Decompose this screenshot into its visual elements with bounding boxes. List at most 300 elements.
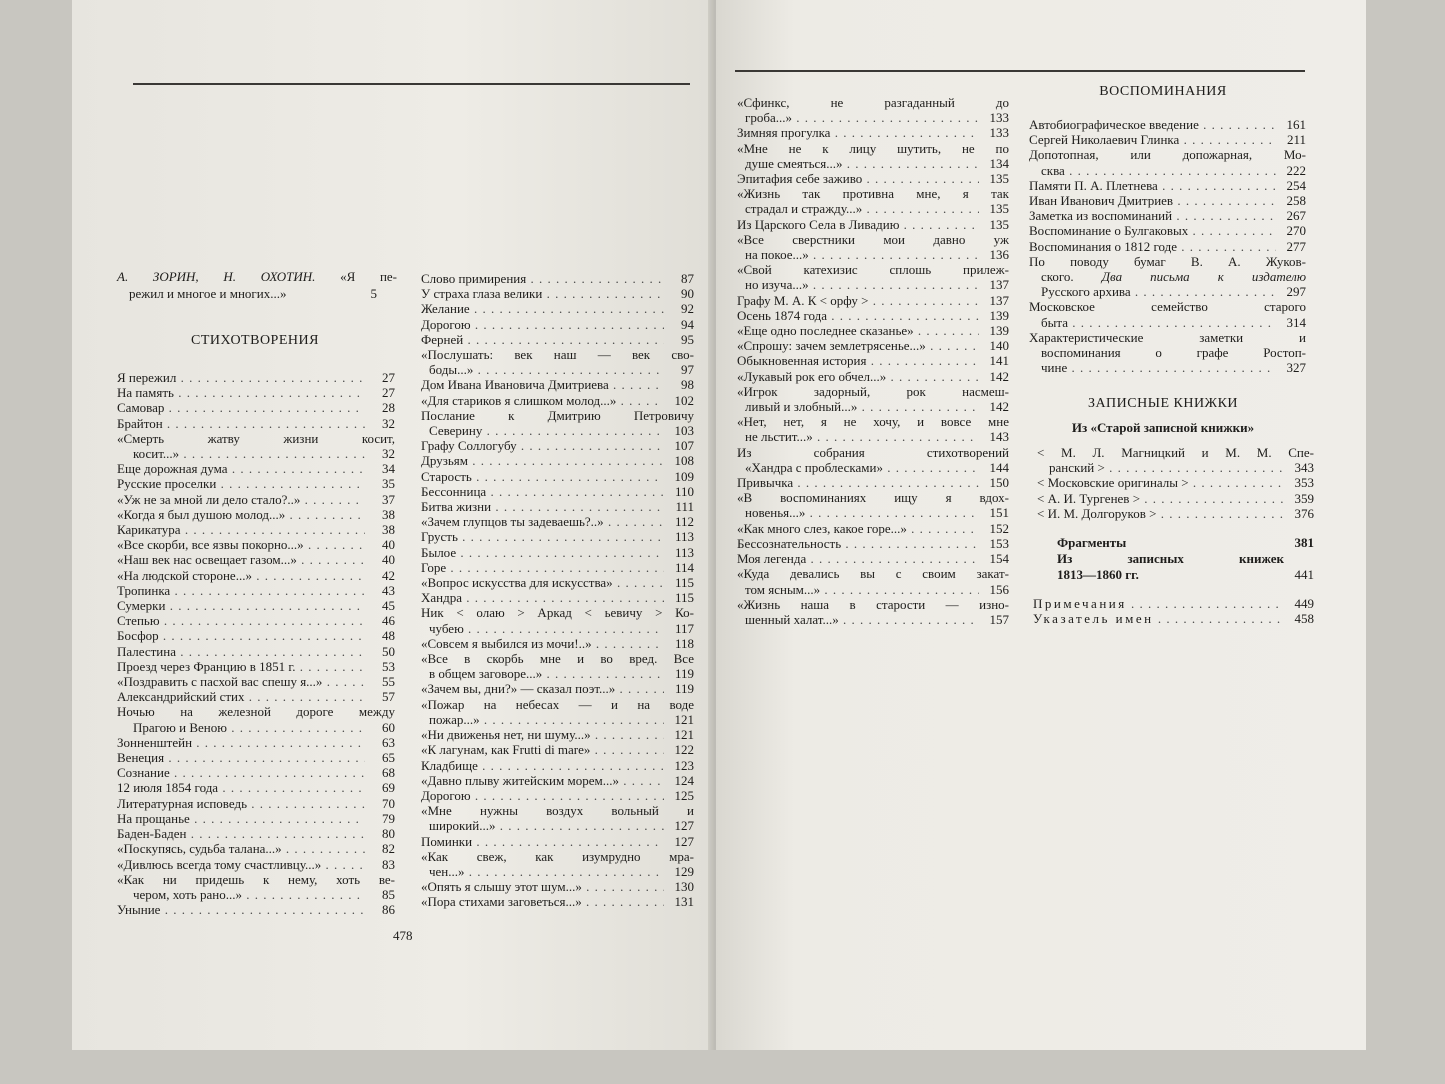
- toc-entry-page: 122: [674, 742, 694, 758]
- toc-entry-title: шенный халат...» . . .: [745, 612, 979, 627]
- toc-entry-title: Степью . . .: [117, 613, 365, 628]
- toc-entry-page: 156: [989, 581, 1009, 597]
- toc-entry-title: Литературная исповедь . . .: [117, 796, 365, 811]
- toc-entry-title: «Поздравить с пасхой вас спешу я...» . . .: [117, 674, 365, 689]
- toc-entry: [117, 796, 395, 811]
- toc-entry: [421, 758, 694, 773]
- toc-entry-title: Воспоминания о 1812 годе . . .: [1029, 239, 1276, 254]
- subsection-old-notebook: Из «Старой записной книжки»: [1071, 420, 1255, 435]
- right-header-rule: [735, 70, 1305, 72]
- toc-entry-title: «Все сверстники мои давно уж: [737, 231, 1009, 247]
- from-notebooks-l2: 1813—1860 гг.: [1057, 567, 1139, 582]
- toc-entry-title: «К лагунам, как Frutti di mare» . . .: [421, 742, 664, 757]
- toc-entry-page: 85: [382, 886, 395, 902]
- toc-entry-page: 48: [382, 628, 395, 644]
- toc-entry-title: Битва жизни . . .: [421, 499, 664, 514]
- toc-entry: [117, 826, 395, 841]
- toc-entry-title: Баден-Баден . . .: [117, 826, 365, 841]
- toc-entry-title: «Еще одно последнее сказанье» . . .: [737, 323, 979, 338]
- toc-entry: [737, 551, 1009, 566]
- toc-entry: [421, 697, 694, 727]
- toc-entry-title: Русские проселки . . .: [117, 476, 365, 491]
- toc-entry-title: Карикатура . . .: [117, 522, 365, 537]
- toc-entry-title: Самовар . . .: [117, 400, 365, 415]
- toc-entry: [1037, 475, 1314, 490]
- toc-entry-page: 79: [382, 810, 395, 826]
- toc-entry-title: но изуча...» . . .: [745, 277, 979, 292]
- toc-entry-title: «Все скорби, все язвы покорно...» . . .: [117, 537, 365, 552]
- toc-entry-title: боды...» . . .: [429, 362, 664, 377]
- section-notebooks-title: ЗАПИСНЫЕ КНИЖКИ: [1087, 396, 1239, 411]
- toc-entry: [117, 644, 395, 659]
- toc-entry: [117, 385, 395, 400]
- toc-entry: [1029, 299, 1306, 329]
- page-number: 478: [393, 928, 413, 943]
- toc-entry-page: 131: [674, 894, 694, 910]
- toc-entry-page: 108: [674, 453, 694, 469]
- toc-entry-title: На прощанье . . .: [117, 811, 365, 826]
- toc-entry-title: душе смеяться...» . . .: [745, 156, 979, 171]
- toc-entry-page: 144: [989, 459, 1009, 475]
- toc-entry-page: 114: [674, 559, 694, 575]
- toc-entry-page: 37: [382, 491, 395, 507]
- toc-entry: [117, 416, 395, 431]
- section-poems-title: СТИХОТВОРЕНИЯ: [191, 333, 319, 348]
- toc-entry: [421, 681, 694, 696]
- toc-entry-page: 98: [681, 377, 694, 393]
- toc-entry-page: 43: [382, 582, 395, 598]
- left-column-2: [421, 271, 694, 910]
- toc-entry-title: Сергей Николаевич Глинка . . .: [1029, 132, 1276, 147]
- toc-entry-title: том ясным...» . . .: [745, 582, 979, 597]
- toc-entry-title: Еще дорожная дума . . .: [117, 461, 365, 476]
- toc-entry-page: 142: [989, 368, 1009, 384]
- toc-entry: [1029, 147, 1306, 177]
- toc-entry-title: Иван Иванович Дмитриев . . .: [1029, 193, 1276, 208]
- toc-entry-title: не льстит...» . . .: [745, 429, 979, 444]
- toc-entry-page: 112: [674, 514, 694, 530]
- notes-page: 449: [1294, 596, 1314, 611]
- toc-entry-title: косит...» . . .: [133, 446, 365, 461]
- toc-entry-title: «Зачем вы, дни?» — сказал поэт...» . . .: [421, 681, 664, 696]
- toc-entry-page: 135: [989, 171, 1009, 187]
- toc-entry-page: 32: [382, 446, 395, 462]
- left-column-1: [117, 370, 395, 917]
- toc-entry-title: Поминки . . .: [421, 834, 664, 849]
- toc-entry-page: 113: [674, 544, 694, 560]
- right-column-1: [737, 95, 1009, 627]
- toc-entry-page: 154: [989, 551, 1009, 567]
- toc-entry-title: широкий...» . . .: [429, 818, 664, 833]
- toc-entry-page: 87: [681, 271, 694, 286]
- toc-entry-page: 103: [674, 423, 694, 439]
- toc-entry-page: 134: [989, 155, 1009, 171]
- toc-entry-title: Осень 1874 года . . .: [737, 308, 979, 323]
- toc-entry-page: 111: [675, 499, 694, 515]
- toc-entry: [117, 613, 395, 628]
- toc-entry-title: на покое...» . . .: [745, 247, 979, 262]
- toc-entry-page: 130: [674, 879, 694, 895]
- toc-entry: [1029, 117, 1306, 132]
- toc-entry-title: чине . . .: [1041, 360, 1276, 375]
- toc-entry-page: 127: [674, 818, 694, 834]
- toc-entry-title: «Нет, нет, я не хочу, и вовсе мне: [737, 414, 1009, 430]
- toc-entry-page: 109: [674, 468, 694, 484]
- toc-entry-page: 28: [382, 400, 395, 416]
- toc-entry: [117, 568, 395, 583]
- toc-entry-title: Ферней . . .: [421, 332, 664, 347]
- toc-entry-title: быта . . .: [1041, 315, 1276, 330]
- toc-entry: [737, 521, 1009, 536]
- toc-entry: [1029, 254, 1306, 300]
- toc-entry-page: 82: [382, 841, 395, 857]
- toc-entry-title: Бессонница . . .: [421, 484, 664, 499]
- toc-entry: [117, 735, 395, 750]
- toc-entry-page: 140: [989, 338, 1009, 354]
- toc-entry: [117, 476, 395, 491]
- toc-entry-title: «Поскупясь, судьба талана...» . . .: [117, 841, 365, 856]
- toc-entry-title: Эпитафия себе заживо . . .: [737, 171, 979, 186]
- toc-entry: [1029, 193, 1306, 208]
- toc-entry-page: 46: [382, 613, 395, 629]
- toc-entry-title: Горе . . .: [421, 560, 664, 575]
- from-notebooks-page: 441: [1294, 567, 1314, 582]
- toc-entry-page: 135: [989, 201, 1009, 217]
- toc-entry-page: 211: [1286, 132, 1306, 148]
- toc-entry: [421, 301, 694, 316]
- index-label: Указатель имен . . .: [1033, 611, 1284, 626]
- index-page: 458: [1294, 611, 1314, 627]
- toc-entry-page: 150: [989, 475, 1009, 491]
- toc-entry-title: «Смерть жатву жизни косит,: [117, 430, 395, 446]
- toc-entry-title: Графу М. А. К < орфу > . . .: [737, 293, 979, 308]
- toc-entry: [737, 445, 1009, 475]
- toc-entry-page: 270: [1286, 223, 1306, 239]
- toc-entry-title: Привычка . . .: [737, 475, 979, 490]
- toc-entry: [421, 317, 694, 332]
- notes-label: Примечания . . .: [1033, 596, 1284, 611]
- toc-entry-title: Бессознательность . . .: [737, 536, 979, 551]
- toc-entry-page: 277: [1286, 238, 1306, 254]
- toc-entry-page: 35: [382, 476, 395, 492]
- toc-entry-italic-title: Два письма к издателю: [1073, 269, 1306, 285]
- toc-entry-title: «В воспоминаниях ищу я вдох-: [737, 490, 1009, 506]
- toc-entry-page: 353: [1294, 475, 1314, 491]
- toc-entry-page: 45: [382, 598, 395, 614]
- toc-entry-title: «Пора стихами заговеться...» . . .: [421, 894, 664, 909]
- toc-entry-title: чен...» . . .: [429, 864, 664, 879]
- toc-entry-title: «Как ни придешь к нему, хоть ве-: [117, 871, 395, 887]
- toc-entry-title: Брайтон . . .: [117, 416, 365, 431]
- toc-entry: [421, 727, 694, 742]
- toc-entry-title: «Когда я был душою молод...» . . .: [117, 507, 365, 522]
- toc-entry-page: 50: [382, 643, 395, 659]
- toc-entry: [737, 308, 1009, 323]
- toc-entry: [421, 453, 694, 468]
- toc-entry-title: «Сфинкс, не разгаданный до: [737, 95, 1009, 110]
- toc-entry-title: Автобиографическое введение . . .: [1029, 117, 1276, 132]
- toc-entry-title: 12 июля 1854 года . . .: [117, 780, 365, 795]
- intro-title-l2: режил и многое и многих...»: [129, 286, 287, 301]
- toc-entry: [1029, 223, 1306, 238]
- toc-entry-title: «Вопрос искусства для искусства» . . .: [421, 575, 664, 590]
- toc-entry-page: 97: [681, 362, 694, 378]
- toc-entry: [117, 765, 395, 780]
- toc-entry-page: 57: [382, 689, 395, 705]
- toc-entry-title: Дорогою . . .: [421, 788, 664, 803]
- toc-entry-page: 121: [674, 727, 694, 743]
- notebooks-list: [1037, 445, 1314, 521]
- toc-entry-title: Из собрания стихотворений: [737, 444, 1009, 460]
- toc-entry: [1029, 239, 1306, 254]
- toc-entry: [421, 499, 694, 514]
- toc-entry-page: 125: [674, 787, 694, 803]
- toc-entry-title: < М. Л. Магницкий и М. М. Спе-: [1037, 445, 1314, 460]
- toc-entry-title: «На людской стороне...» . . .: [117, 568, 365, 583]
- toc-entry-page: 136: [989, 247, 1009, 263]
- toc-entry-page: 254: [1286, 177, 1306, 193]
- toc-entry-title: «Куда девались вы с своим закат-: [737, 566, 1009, 582]
- toc-entry-page: 157: [989, 611, 1009, 627]
- toc-entry: [737, 323, 1009, 338]
- toc-entry-title: Сумерки . . .: [117, 598, 365, 613]
- toc-entry-title: Друзьям . . .: [421, 453, 664, 468]
- toc-entry-page: 38: [382, 522, 395, 538]
- toc-entry: [117, 583, 395, 598]
- toc-entry-title: «Игрок задорный, рок насмеш-: [737, 383, 1009, 399]
- intro-author: А. ЗОРИН, Н. ОХОТИН.: [117, 269, 316, 284]
- toc-entry-page: 95: [681, 331, 694, 347]
- toc-entry-title: Желание . . .: [421, 301, 664, 316]
- toc-entry: [117, 537, 395, 552]
- toc-entry: [1029, 330, 1306, 376]
- toc-entry-page: 55: [382, 674, 395, 690]
- toc-entry-title: < А. И. Тургенев > . . .: [1037, 491, 1284, 506]
- toc-entry-page: 343: [1294, 460, 1314, 476]
- toc-entry: [421, 773, 694, 788]
- toc-entry-page: 135: [989, 216, 1009, 232]
- toc-entry-page: 115: [674, 590, 694, 606]
- toc-entry-title: Воспоминание о Булгаковых . . .: [1029, 223, 1276, 238]
- toc-entry: [421, 377, 694, 392]
- toc-entry: [117, 507, 395, 522]
- toc-entry-title: Старость . . .: [421, 469, 664, 484]
- toc-entry-title: новенья...» . . .: [745, 505, 979, 520]
- toc-entry-title: «Совсем я выбился из мочи!..» . . .: [421, 636, 664, 651]
- toc-entry-page: 117: [674, 620, 694, 636]
- toc-entry: [421, 879, 694, 894]
- toc-entry-page: 137: [989, 277, 1009, 293]
- toc-entry-page: 65: [382, 750, 395, 766]
- toc-entry-page: 102: [674, 392, 694, 408]
- toc-entry-page: 376: [1294, 505, 1314, 521]
- toc-entry: [421, 438, 694, 453]
- toc-entry-page: 32: [382, 415, 395, 431]
- toc-entry: [737, 141, 1009, 171]
- toc-entry-title: чером, хоть рано...» . . .: [133, 887, 365, 902]
- from-notebooks-l1: Из записных книжек: [1057, 551, 1284, 566]
- toc-entry-title: Хандра . . .: [421, 590, 664, 605]
- toc-entry: [737, 338, 1009, 353]
- toc-entry: [117, 552, 395, 567]
- toc-entry-page: 143: [989, 429, 1009, 445]
- toc-entry: [421, 408, 694, 438]
- toc-entry-title: Из Царского Села в Ливадию . . .: [737, 217, 979, 232]
- toc-entry: [737, 490, 1009, 520]
- toc-entry-title: в общем заговоре...» . . .: [429, 666, 664, 681]
- toc-entry-page: 115: [674, 575, 694, 591]
- toc-entry: [421, 742, 694, 757]
- toc-entry-title: Русского архива . . .: [1041, 284, 1276, 299]
- toc-entry-page: 118: [674, 635, 694, 651]
- toc-entry-title: Заметка из воспоминаний . . .: [1029, 208, 1276, 223]
- toc-entry-title: Памяти П. А. Плетнева . . .: [1029, 178, 1276, 193]
- toc-entry: [421, 286, 694, 301]
- toc-entry: [117, 689, 395, 704]
- toc-entry-title: Александрийский стих . . .: [117, 689, 365, 704]
- toc-entry-page: 34: [382, 461, 395, 477]
- toc-entry-title: Послание к Дмитрию Петровичу: [421, 407, 694, 423]
- intro-page: 5: [370, 286, 377, 301]
- toc-entry-title: ливый и злобный...» . . .: [745, 399, 979, 414]
- toc-entry-title: Допотопная, или допожарная, Мо-: [1029, 147, 1306, 163]
- toc-entry: [117, 522, 395, 537]
- toc-entry: [117, 400, 395, 415]
- toc-entry-title: Грусть . . .: [421, 529, 664, 544]
- toc-entry-title: «Как много слез, какое горе...» . . .: [737, 521, 979, 536]
- toc-entry: [421, 575, 694, 590]
- toc-entry-title: «Наш век нас освещает газом...» . . .: [117, 552, 365, 567]
- toc-entry-page: 139: [989, 307, 1009, 323]
- toc-entry-page: 110: [674, 483, 694, 499]
- toc-entry-title: Дорогою . . .: [421, 317, 664, 332]
- toc-entry-page: 124: [674, 772, 694, 788]
- fragments-label: Фрагменты: [1057, 535, 1127, 550]
- toc-entry: [737, 369, 1009, 384]
- toc-entry: [1037, 445, 1314, 475]
- toc-entry: [737, 125, 1009, 140]
- toc-entry-title: < Московские оригиналы > . . .: [1037, 475, 1284, 490]
- toc-entry-title: «Мне нужны воздух вольный и: [421, 803, 694, 819]
- toc-entry: [421, 803, 694, 833]
- toc-entry: [1037, 491, 1314, 506]
- toc-entry: [421, 605, 694, 635]
- toc-entry-title: Северину . . .: [429, 423, 664, 438]
- toc-entry: [421, 894, 694, 909]
- toc-entry-page: 222: [1286, 162, 1306, 178]
- toc-entry-title: Палестина . . .: [117, 644, 365, 659]
- toc-entry-page: 70: [382, 795, 395, 811]
- toc-entry-title: Московское семейство старого: [1029, 299, 1306, 315]
- toc-entry-title: «Уж не за мной ли дело стало?..» . . .: [117, 492, 365, 507]
- toc-entry-page: 153: [989, 535, 1009, 551]
- toc-entry-page: 359: [1294, 490, 1314, 506]
- toc-entry-title: Обыкновенная история . . .: [737, 353, 979, 368]
- toc-entry-page: 129: [674, 863, 694, 879]
- toc-entry: [421, 484, 694, 499]
- toc-entry-page: 258: [1286, 193, 1306, 209]
- toc-entry: [117, 628, 395, 643]
- toc-entry-title: Слово примирения . . .: [421, 271, 664, 286]
- toc-entry-title: Кладбище . . .: [421, 758, 664, 773]
- intro-entry: [117, 268, 397, 302]
- toc-entry: [117, 492, 395, 507]
- toc-entry-title: гроба...» . . .: [745, 110, 979, 125]
- toc-entry: [737, 171, 1009, 186]
- toc-entry-title: «Все в скорбь мне и во вред. Все: [421, 651, 694, 667]
- toc-entry: [421, 651, 694, 681]
- toc-entry: [737, 566, 1009, 596]
- toc-entry: [117, 704, 395, 734]
- notes-entry: [1033, 596, 1314, 626]
- toc-entry: [737, 217, 1009, 232]
- toc-entry-title: < И. М. Долгоруков > . . .: [1037, 506, 1284, 521]
- toc-entry-title: Зимняя прогулка . . .: [737, 125, 979, 140]
- toc-entry-title: чубею . . .: [429, 621, 664, 636]
- toc-entry: [1029, 178, 1306, 193]
- toc-entry-page: 139: [989, 323, 1009, 339]
- toc-entry: [117, 841, 395, 856]
- toc-entry-title: На память . . .: [117, 385, 365, 400]
- toc-entry-page: 119: [674, 666, 694, 682]
- toc-entry: [117, 857, 395, 872]
- toc-entry-title: «Как свеж, как изумрудно мра-: [421, 848, 694, 864]
- toc-entry: [421, 834, 694, 849]
- toc-entry-title: «Ни движенья нет, ни шуму...» . . .: [421, 727, 664, 742]
- toc-entry: [421, 636, 694, 651]
- toc-entry-page: 127: [674, 833, 694, 849]
- toc-entry: [421, 545, 694, 560]
- toc-entry-page: 40: [382, 552, 395, 568]
- toc-entry-page: 27: [382, 370, 395, 385]
- toc-entry-title: «Жизнь так противна мне, я так: [737, 186, 1009, 202]
- left-header-rule: [133, 83, 690, 85]
- toc-entry: [421, 849, 694, 879]
- toc-entry-title: пожар...» . . .: [429, 712, 664, 727]
- toc-entry-title: Графу Соллогубу . . .: [421, 438, 664, 453]
- toc-entry-title: «Спрошу: зачем землетрясенье...» . . .: [737, 338, 979, 353]
- toc-entry: [421, 590, 694, 605]
- toc-entry-page: 38: [382, 506, 395, 522]
- toc-entry-title: «Зачем глупцов ты задеваешь?..» . . .: [421, 514, 664, 529]
- memoirs-list: [1029, 117, 1306, 375]
- toc-entry: [737, 475, 1009, 490]
- toc-entry-page: 90: [681, 286, 694, 302]
- toc-entry: [1037, 506, 1314, 521]
- toc-entry-page: 133: [989, 125, 1009, 141]
- toc-entry-page: 142: [989, 399, 1009, 415]
- toc-entry-page: 152: [989, 520, 1009, 536]
- toc-entry-title: Тропинка . . .: [117, 583, 365, 598]
- toc-entry-page: 314: [1286, 314, 1306, 330]
- toc-entry: [737, 353, 1009, 368]
- toc-entry: [421, 393, 694, 408]
- toc-entry-title: По поводу бумаг В. А. Жуков-: [1029, 253, 1306, 269]
- toc-entry-page: 113: [674, 529, 694, 545]
- toc-entry: [117, 902, 395, 917]
- toc-entry-title: У страха глаза велики . . .: [421, 286, 664, 301]
- toc-entry-title: сква . . .: [1041, 163, 1276, 178]
- toc-entry-title: ского. Два письма к издателю: [1041, 269, 1306, 285]
- toc-entry: [421, 788, 694, 803]
- toc-entry: [421, 469, 694, 484]
- toc-entry-title: ранский > . . .: [1049, 460, 1284, 475]
- toc-entry-page: 119: [674, 681, 694, 697]
- toc-entry: [737, 262, 1009, 292]
- toc-entry-title: воспоминания о графе Ростоп-: [1041, 345, 1306, 361]
- toc-entry-title: страдал и стражду...» . . .: [745, 201, 979, 216]
- toc-entry-page: 137: [989, 292, 1009, 308]
